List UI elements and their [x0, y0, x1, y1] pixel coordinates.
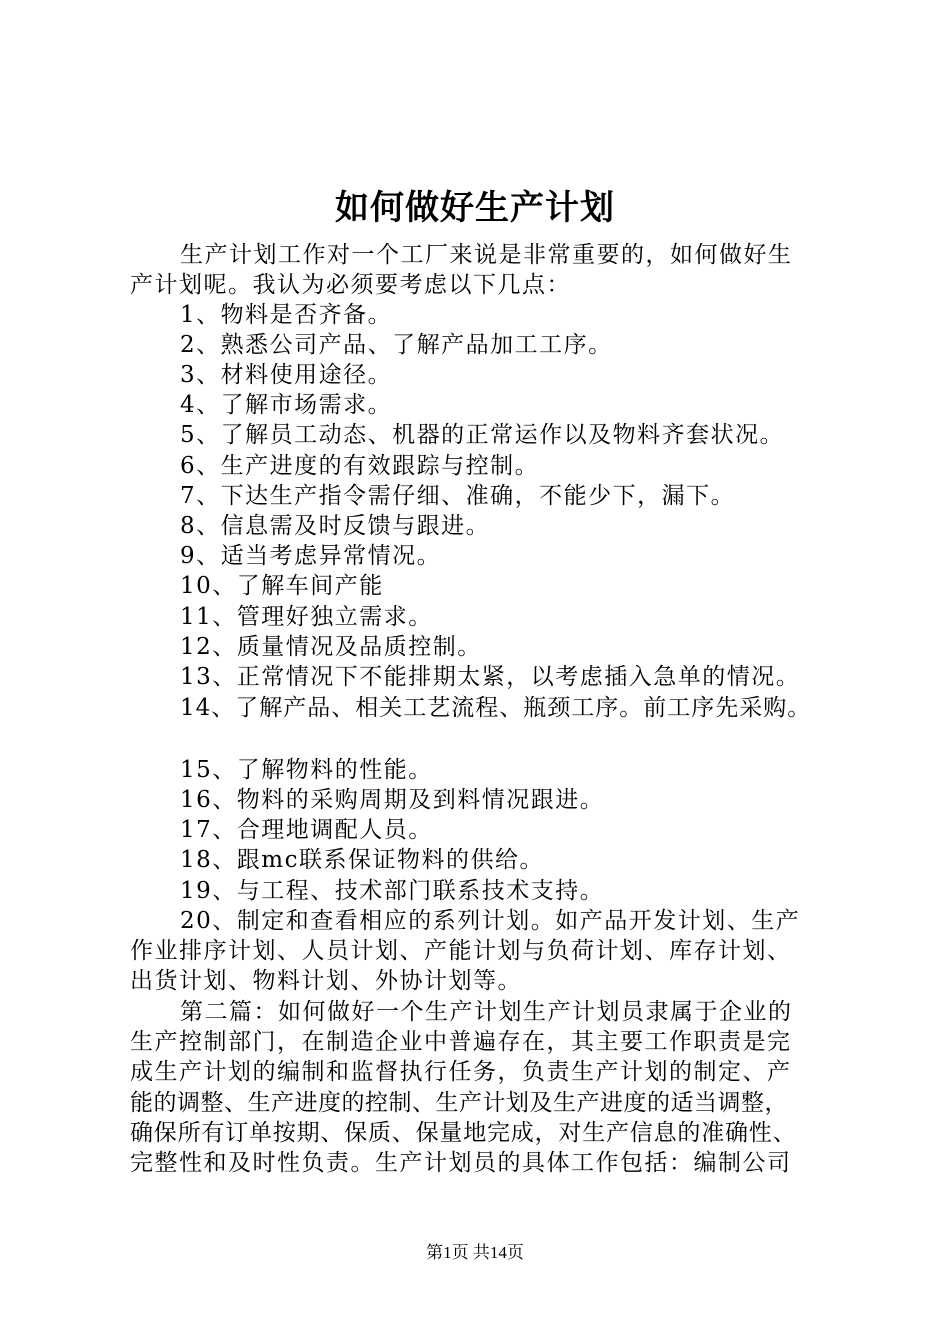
- part2-line: 第二篇：如何做好一个生产计划生产计划员隶属于企业的: [180, 999, 793, 1025]
- item20-line: 20、制定和查看相应的系列计划。如产品开发计划、生产: [180, 908, 801, 934]
- intro-line: 生产计划工作对一个工厂来说是非常重要的，如何做好生: [180, 242, 793, 268]
- list-item: 8、信息需及时反馈与跟进。: [180, 513, 491, 539]
- list-item: 7、下达生产指令需仔细、准确，不能少下，漏下。: [180, 483, 736, 509]
- part2-line: 生产控制部门，在制造企业中普遍存在，其主要工作职责是完: [130, 1029, 792, 1055]
- item20-line: 作业排序计划、人员计划、产能计划与负荷计划、库存计划、: [130, 938, 792, 964]
- list-item: 14、了解产品、相关工艺流程、瓶颈工序。前工序先采购。: [180, 695, 812, 721]
- list-item: 3、材料使用途径。: [180, 362, 393, 388]
- list-item: 18、跟mc联系保证物料的供给。: [180, 847, 544, 873]
- list-item: 4、了解市场需求。: [180, 392, 393, 418]
- part2-line: 能的调整、生产进度的控制、生产计划及生产进度的适当调整，: [130, 1090, 788, 1116]
- page-number: 第1页 共14页: [426, 1243, 524, 1262]
- list-item: 9、适当考虑异常情况。: [180, 543, 442, 569]
- list-item: 5、了解员工动态、机器的正常运作以及物料齐套状况。: [180, 422, 785, 448]
- document-title: 如何做好生产计划: [335, 188, 615, 228]
- intro-line: 产计划呢。我认为必须要考虑以下几点：: [130, 272, 571, 298]
- item20-line: 出货计划、物料计划、外协计划等。: [130, 968, 522, 994]
- list-item: 10、了解车间产能: [180, 573, 384, 599]
- list-item: 19、与工程、技术部门联系技术支持。: [180, 878, 605, 904]
- list-item: 2、熟悉公司产品、了解产品加工工序。: [180, 332, 613, 358]
- list-item: 1、物料是否齐备。: [180, 302, 393, 328]
- part2-line: 完整性和及时性负责。生产计划员的具体工作包括：编制公司: [130, 1150, 792, 1176]
- part2-line: 成生产计划的编制和监督执行任务，负责生产计划的制定、产: [130, 1059, 792, 1085]
- list-item: 12、质量情况及品质控制。: [180, 634, 482, 660]
- part2-line: 确保所有订单按期、保质、保量地完成，对生产信息的准确性、: [130, 1120, 797, 1146]
- list-item: 6、生产进度的有效跟踪与控制。: [180, 453, 540, 479]
- list-item: 16、物料的采购周期及到料情况跟进。: [180, 787, 605, 813]
- list-item: 13、正常情况下不能排期太紧，以考虑插入急单的情况。: [180, 664, 801, 690]
- list-item: 17、合理地调配人员。: [180, 817, 433, 843]
- list-item: 11、管理好独立需求。: [180, 604, 433, 630]
- list-item: 15、了解物料的性能。: [180, 757, 433, 783]
